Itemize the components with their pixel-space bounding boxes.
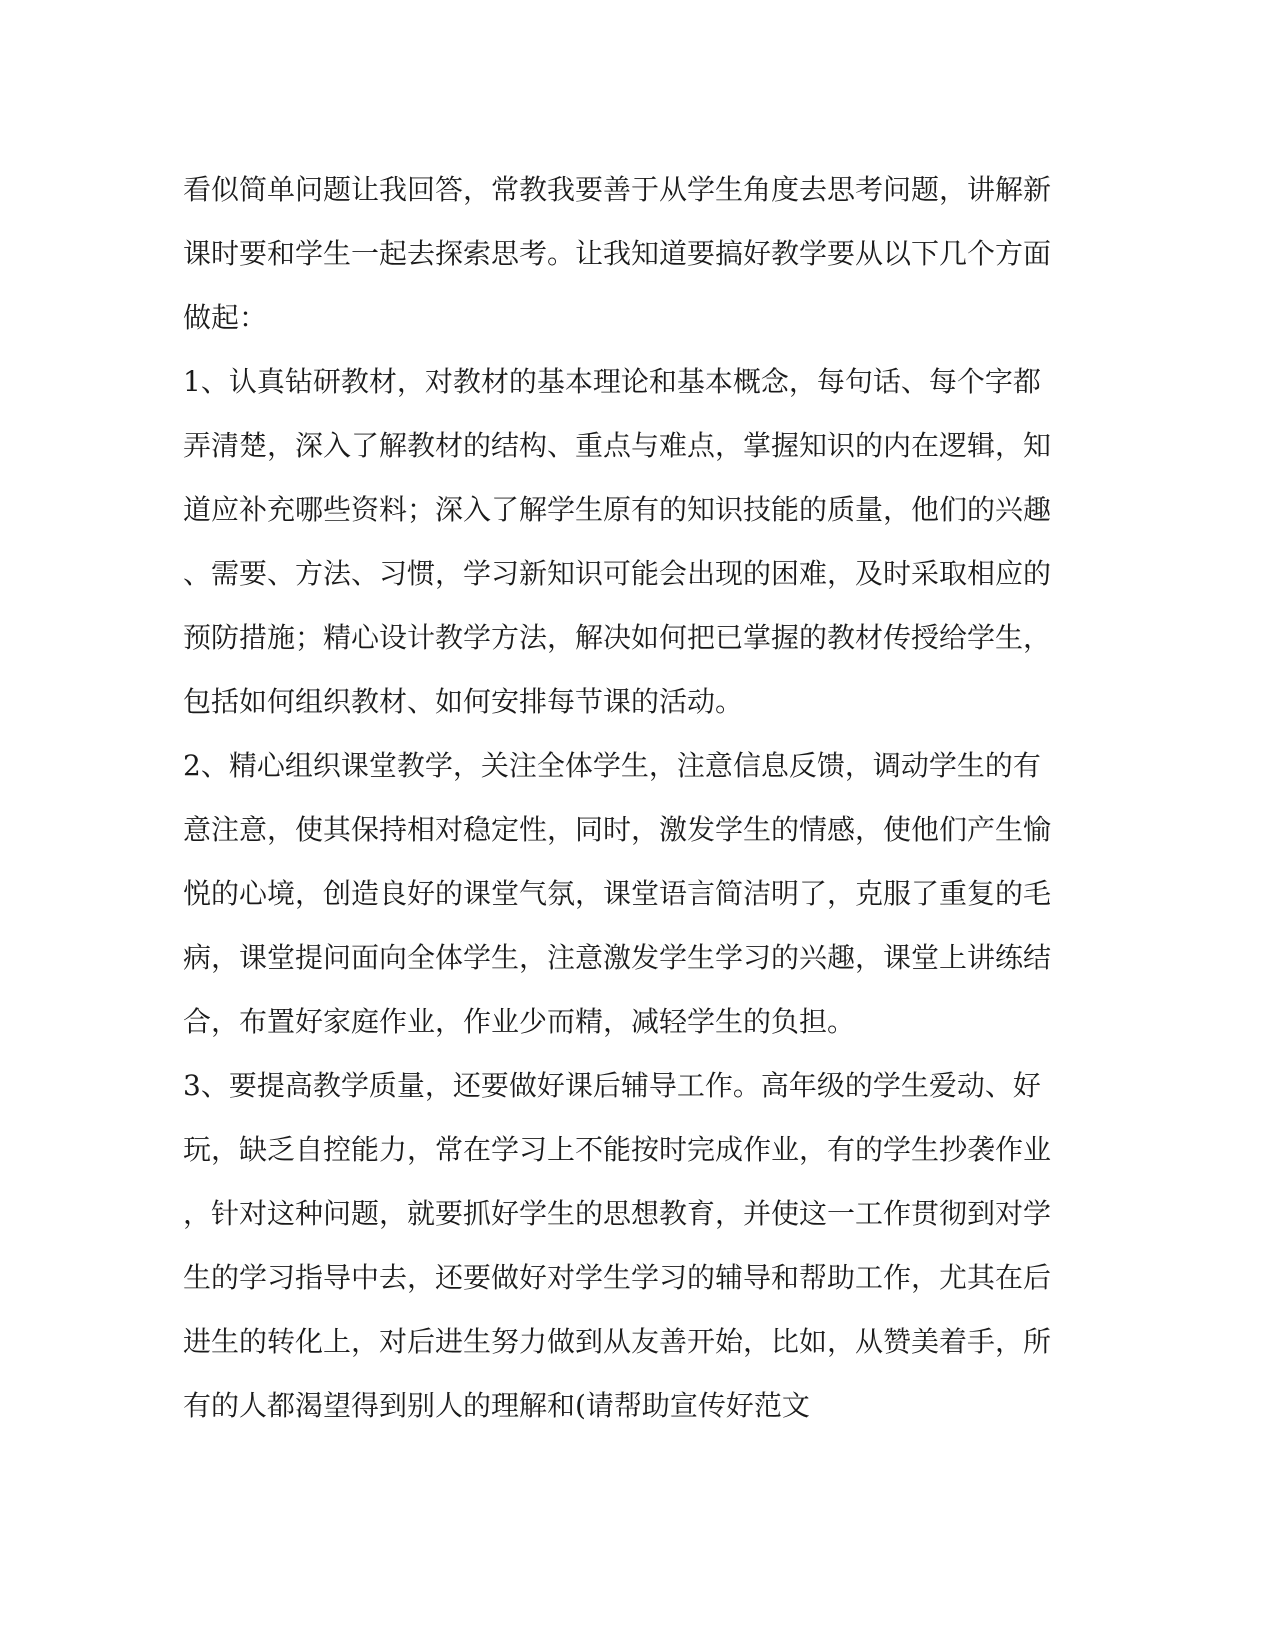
text-line: 生的学习指导中去，还要做好对学生学习的辅导和帮助工作，尤其在后 <box>183 1261 1052 1294</box>
text-line: 悦的心境，创造良好的课堂气氛，课堂语言简洁明了，克服了重复的毛 <box>183 877 1052 910</box>
text-line: 预防措施；精心设计教学方法，解决如何把已掌握的教材传授给学生， <box>183 621 1052 654</box>
text-line: 合，布置好家庭作业，作业少而精，减轻学生的负担。 <box>183 1005 856 1038</box>
text-line: 1、认真钻研教材，对教材的基本理论和基本概念，每句话、每个字都 <box>183 365 1041 398</box>
text-line: 有的人都渴望得到别人的理解和(请帮助宣传好范文 <box>183 1389 810 1422</box>
text-line: 病，课堂提问面向全体学生，注意激发学生学习的兴趣，课堂上讲练结 <box>183 941 1052 974</box>
text-line: 意注意，使其保持相对稳定性，同时，激发学生的情感，使他们产生愉 <box>183 813 1052 846</box>
text-line: 看似简单问题让我回答，常教我要善于从学生角度去思考问题，讲解新 <box>183 173 1052 206</box>
text-line: 做起： <box>183 301 268 334</box>
text-line: 课时要和学生一起去探索思考。让我知道要搞好教学要从以下几个方面 <box>183 237 1052 270</box>
text-line: 进生的转化上，对后进生努力做到从友善开始，比如，从赞美着手，所 <box>183 1325 1052 1358</box>
text-line: 、需要、方法、习惯，学习新知识可能会出现的困难，及时采取相应的 <box>183 557 1052 590</box>
text-line: 3、要提高教学质量，还要做好课后辅导工作。高年级的学生爱动、好 <box>183 1069 1041 1102</box>
text-line: 包括如何组织教材、如何安排每节课的活动。 <box>183 685 744 718</box>
text-line: 玩，缺乏自控能力，常在学习上不能按时完成作业，有的学生抄袭作业 <box>183 1133 1052 1166</box>
text-line: 2、精心组织课堂教学，关注全体学生，注意信息反馈，调动学生的有 <box>183 749 1041 782</box>
text-line: 弄清楚，深入了解教材的结构、重点与难点，掌握知识的内在逻辑，知 <box>183 429 1052 462</box>
text-line: 道应补充哪些资料；深入了解学生原有的知识技能的质量，他们的兴趣 <box>183 493 1052 526</box>
text-line: ，针对这种问题，就要抓好学生的思想教育，并使这一工作贯彻到对学 <box>183 1197 1052 1230</box>
document-body <box>183 158 1103 1438</box>
